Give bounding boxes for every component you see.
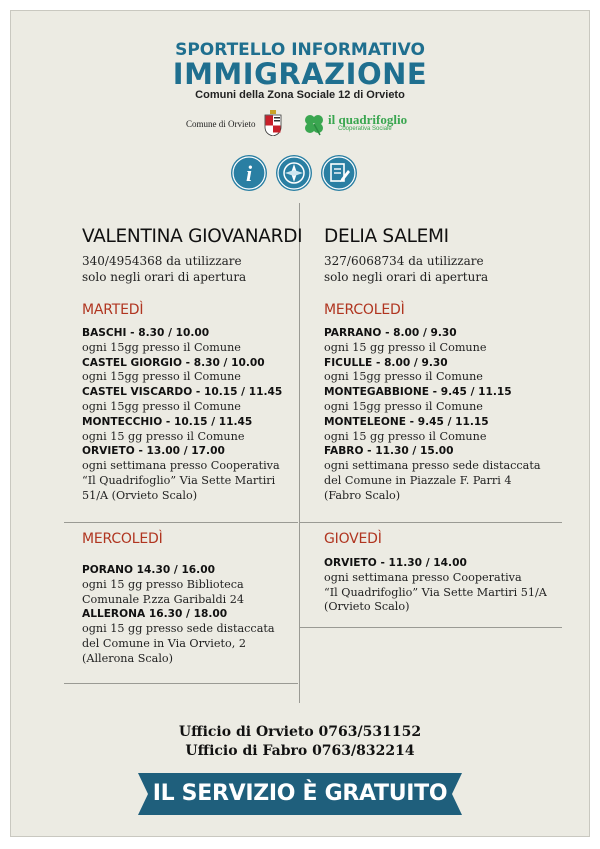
phone-line: solo negli orari di apertura xyxy=(82,270,247,284)
right-contact-phone xyxy=(324,253,488,285)
schedule-entry-detail: ogni 15gg presso il Comune xyxy=(324,370,483,384)
right-day-thursday: GIOVEDÌ xyxy=(324,531,382,547)
schedule-entry-title-text: BASCHI - 8.30 / 10.00 xyxy=(82,327,210,339)
schedule-entry-detail: ogni 15 gg presso il Comune xyxy=(82,429,245,443)
schedule-entry-detail: ogni settimana presso Cooperativa xyxy=(82,459,280,473)
right-section-divider xyxy=(300,522,562,523)
schedule-entry-title xyxy=(82,444,322,459)
schedule-entry-title xyxy=(82,356,322,371)
header-icons xyxy=(231,155,371,191)
schedule-entry-detail: “Il Quadrifoglio” Via Sette Martiri 51/A xyxy=(324,585,547,599)
schedule-entry-title xyxy=(324,556,560,571)
svg-text:i: i xyxy=(245,161,253,186)
left-day-tuesday: MARTEDÌ xyxy=(82,302,144,318)
schedule-entry-detail: ogni settimana presso Cooperativa xyxy=(324,570,522,584)
schedule-entry-detail: ogni 15 gg presso il Comune xyxy=(324,429,487,443)
partner-subtitle: Cooperativa Sociale xyxy=(338,126,392,132)
schedule-entry-title-text: MONTEGABBIONE - 9.45 / 11.15 xyxy=(324,386,512,399)
schedule-entry-title-text: MONTECCHIO - 10.15 / 11.45 xyxy=(82,415,253,428)
left-section-divider xyxy=(64,522,298,523)
partner-name: il quadrifoglio xyxy=(328,112,408,127)
schedule-entry-title xyxy=(324,356,560,371)
schedule-entry-detail: del Comune in Piazzale F. Parri 4 xyxy=(324,473,512,487)
schedule-entry-detail: 51/A (Orvieto Scalo) xyxy=(82,488,198,502)
schedule-entry-detail: “Il Quadrifoglio” Via Sette Martiri xyxy=(82,473,276,487)
schedule-entry-title-text: PARRANO - 8.00 / 9.30 xyxy=(324,327,457,339)
schedule-entry-title-text: ALLERONA 16.30 / 18.00 xyxy=(82,608,228,621)
right-schedule-list xyxy=(324,326,560,504)
left-schedule-list-2 xyxy=(82,563,322,667)
form-edit-icon xyxy=(321,155,357,191)
schedule-entry-title xyxy=(82,415,322,430)
schedule-entry-detail: ogni 15 gg presso il Comune xyxy=(324,340,487,354)
office-orvieto-phone: Ufficio di Orvieto 0763/531152 xyxy=(178,724,422,740)
quadrifoglio-clover-icon xyxy=(302,112,326,136)
schedule-entry-title xyxy=(82,326,322,341)
phone-line: 340/4954368 da utilizzare xyxy=(82,254,242,268)
comune-label: Comune di Orvieto xyxy=(186,119,256,129)
title-line2: IMMIGRAZIONE xyxy=(172,57,428,91)
schedule-entry-title-text: FICULLE - 8.00 / 9.30 xyxy=(324,356,448,369)
schedule-entry-title-text: PORANO 14.30 / 16.00 xyxy=(82,564,215,576)
free-service-text: IL SERVIZIO È GRATUITO xyxy=(152,781,448,806)
schedule-entry-title-text: ORVIETO - 11.30 / 14.00 xyxy=(324,557,467,569)
left-contact-phone xyxy=(82,253,246,285)
schedule-entry-title xyxy=(324,415,560,430)
right-bottom-divider xyxy=(300,627,562,628)
info-icon xyxy=(231,155,267,191)
schedule-entry-detail: ogni 15gg presso il Comune xyxy=(82,399,241,413)
schedule-entry-detail: (Fabro Scalo) xyxy=(324,488,401,502)
left-contact-name: VALENTINA GIOVANARDI xyxy=(82,226,303,247)
schedule-entry-title-text: FABRO - 11.30 / 15.00 xyxy=(324,445,454,458)
left-bottom-divider xyxy=(64,683,298,684)
schedule-entry-detail: ogni 15gg presso il Comune xyxy=(324,399,483,413)
schedule-entry-title-text: ORVIETO - 13.00 / 17.00 xyxy=(82,445,225,458)
schedule-entry-detail: (Allerona Scalo) xyxy=(82,651,174,665)
schedule-entry-detail: ogni 15gg presso il Comune xyxy=(82,340,241,354)
schedule-entry-title xyxy=(324,444,560,459)
title-line1: SPORTELLO INFORMATIVO xyxy=(175,40,425,60)
office-fabro-phone: Ufficio di Fabro 0763/832214 xyxy=(185,743,415,759)
schedule-entry-detail: ogni 15gg presso il Comune xyxy=(82,370,241,384)
right-contact-name: DELIA SALEMI xyxy=(324,226,449,247)
schedule-entry-detail: del Comune in Via Orvieto, 2 xyxy=(82,636,246,650)
schedule-entry-title-text: CASTEL VISCARDO - 10.15 / 11.45 xyxy=(82,386,283,399)
schedule-entry-detail: ogni settimana presso sede distaccata xyxy=(324,459,541,473)
schedule-entry-title xyxy=(324,385,560,400)
right-schedule-list-2 xyxy=(324,556,560,615)
orvieto-coat-of-arms-icon xyxy=(264,110,282,136)
schedule-entry-detail: ogni 15 gg presso Biblioteca xyxy=(82,577,244,591)
left-day-wednesday: MERCOLEDÌ xyxy=(82,531,163,547)
subtitle: Comuni della Zona Sociale 12 di Orvieto xyxy=(195,89,405,101)
schedule-entry-title xyxy=(82,607,322,622)
phone-line: 327/6068734 da utilizzare xyxy=(324,254,484,268)
schedule-entry-detail: ogni 15 gg presso sede distaccata xyxy=(82,622,275,636)
right-day-wednesday: MERCOLEDÌ xyxy=(324,302,405,318)
schedule-entry-title-text: CASTEL GIORGIO - 8.30 / 10.00 xyxy=(82,356,265,369)
left-schedule-list xyxy=(82,326,322,504)
schedule-entry-title xyxy=(324,326,560,341)
schedule-entry-detail: Comunale P.zza Garibaldi 24 xyxy=(82,592,245,606)
compass-icon xyxy=(276,155,312,191)
phone-line: solo negli orari di apertura xyxy=(324,270,489,284)
schedule-entry-detail: (Orvieto Scalo) xyxy=(324,600,410,614)
schedule-entry-title-text: MONTELEONE - 9.45 / 11.15 xyxy=(324,415,489,428)
schedule-entry-title xyxy=(82,385,322,400)
schedule-entry-title xyxy=(82,563,322,578)
